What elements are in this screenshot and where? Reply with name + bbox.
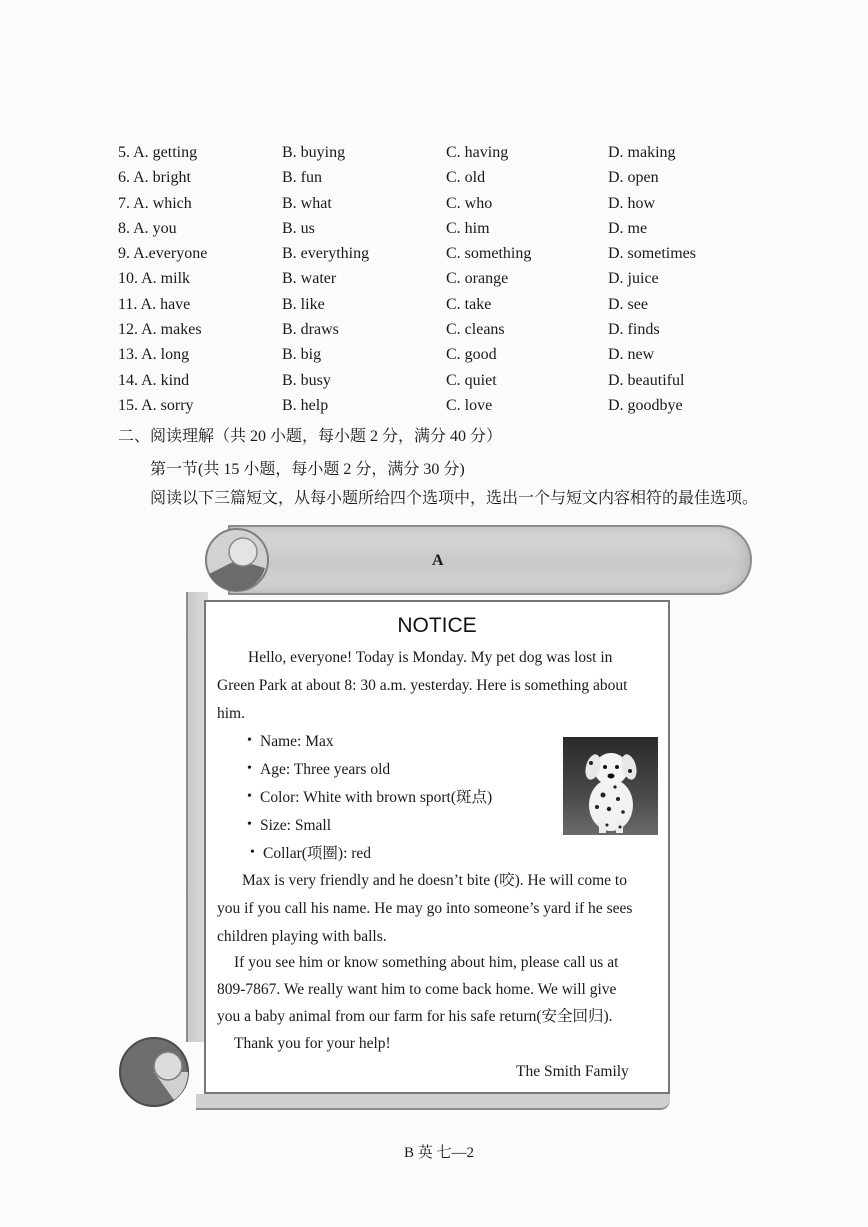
notice-line: him. [217, 705, 245, 722]
notice-line: you if you call his name. He may go into someone’s yard if he sees [217, 900, 633, 917]
option-b: B. water [282, 270, 337, 288]
option-d: D. goodbye [608, 396, 683, 414]
option-c: C. cleans [446, 321, 505, 339]
scroll-curl-bottom-icon [118, 1032, 198, 1110]
option-b: B. everything [282, 245, 370, 263]
section-instruction: 阅读以下三篇短文，从每小题所给四个选项中，选出一个与短文内容相符的最佳选项。 [150, 490, 759, 507]
option-a: 7. A. which [118, 194, 192, 212]
option-row-5 [118, 140, 758, 165]
scroll-bottom-edge [196, 1094, 670, 1110]
option-a: 6. A. bright [118, 169, 191, 187]
option-d: D. see [608, 295, 648, 313]
option-d: D. making [608, 144, 676, 161]
option-c: C. who [446, 194, 493, 212]
option-d: D. new [608, 346, 655, 364]
section-subtitle: 第一节(共 15 小题，每小题 2 分，满分 30 分) [150, 461, 465, 478]
option-a: 5. A. getting [118, 144, 198, 161]
option-d: D. me [608, 219, 648, 237]
option-d: D. how [608, 194, 656, 212]
bullet-age: • Age: Three years old [260, 760, 390, 780]
option-a: 10. A. milk [118, 270, 191, 288]
option-row-6 [118, 165, 758, 190]
answer-options-list [118, 140, 758, 418]
option-a: 14. A. kind [118, 371, 190, 389]
option-a: 12. A. makes [118, 321, 202, 339]
option-b: B. buying [282, 144, 346, 161]
option-b: B. fun [282, 169, 322, 187]
notice-signature: The Smith Family [516, 1063, 629, 1080]
option-c: C. love [446, 396, 493, 414]
option-c: C. old [446, 169, 486, 187]
notice-line: you a baby animal from our farm for his safe return(安全回归). [217, 1008, 613, 1025]
option-b: B. busy [282, 371, 331, 389]
notice-line: Hello, everyone! Today is Monday. My pet dog was lost in [248, 649, 613, 666]
option-d: D. juice [608, 270, 659, 288]
scroll-banner [228, 525, 752, 595]
option-row-13 [118, 342, 758, 367]
notice-line: children playing with balls. [217, 928, 387, 945]
option-row-14 [118, 368, 758, 393]
option-b: B. draws [282, 321, 339, 339]
bullet-size: • Size: Small [260, 816, 331, 836]
option-a: 11. A. have [118, 295, 191, 313]
passage-label: A [432, 552, 444, 569]
option-c: C. having [446, 144, 509, 161]
option-row-11 [118, 292, 758, 317]
option-c: C. something [446, 245, 532, 263]
option-row-9 [118, 241, 758, 266]
option-a: 9. A.everyone [118, 245, 208, 263]
notice-title: NOTICE [397, 614, 477, 637]
notice-line: Green Park at about 8: 30 a.m. yesterday. Here is something about [217, 677, 628, 694]
scroll-curl-top-icon [203, 522, 271, 594]
option-c: C. quiet [446, 371, 497, 389]
option-b: B. big [282, 346, 322, 364]
option-row-10 [118, 266, 758, 291]
notice-line: If you see him or know something about him, please call us at [234, 954, 619, 971]
option-a: 8. A. you [118, 219, 177, 237]
option-d: D. beautiful [608, 371, 685, 389]
bullet-color: • Color: White with brown sport(斑点) [260, 788, 492, 808]
option-c: C. good [446, 346, 497, 364]
bullet-collar: • Collar(项圈): red [263, 844, 371, 864]
option-c: C. take [446, 295, 492, 313]
option-b: B. like [282, 295, 325, 313]
notice-line: 809-7867. We really want him to come back home. We will give [217, 981, 617, 998]
option-d: D. sometimes [608, 245, 696, 263]
notice-thanks: Thank you for your help! [234, 1035, 391, 1052]
option-row-15 [118, 393, 758, 418]
page-footer: B 英 七—2 [404, 1145, 475, 1161]
option-d: D. open [608, 169, 659, 187]
option-c: C. orange [446, 270, 509, 288]
option-d: D. finds [608, 321, 660, 339]
bullet-name: • Name: Max [260, 732, 334, 752]
option-a: 13. A. long [118, 346, 190, 364]
section-title: 二、阅读理解（共 20 小题，每小题 2 分，满分 40 分） [118, 428, 503, 445]
option-row-7 [118, 191, 758, 216]
option-b: B. help [282, 396, 329, 414]
option-row-12 [118, 317, 758, 342]
option-c: C. him [446, 219, 490, 237]
notice-line: Max is very friendly and he doesn’t bite (咬). He will come to [242, 872, 627, 889]
option-b: B. us [282, 219, 315, 237]
dalmatian-puppy-photo [563, 737, 658, 835]
option-a: 15. A. sorry [118, 396, 194, 414]
option-row-8 [118, 216, 758, 241]
option-b: B. what [282, 194, 332, 212]
